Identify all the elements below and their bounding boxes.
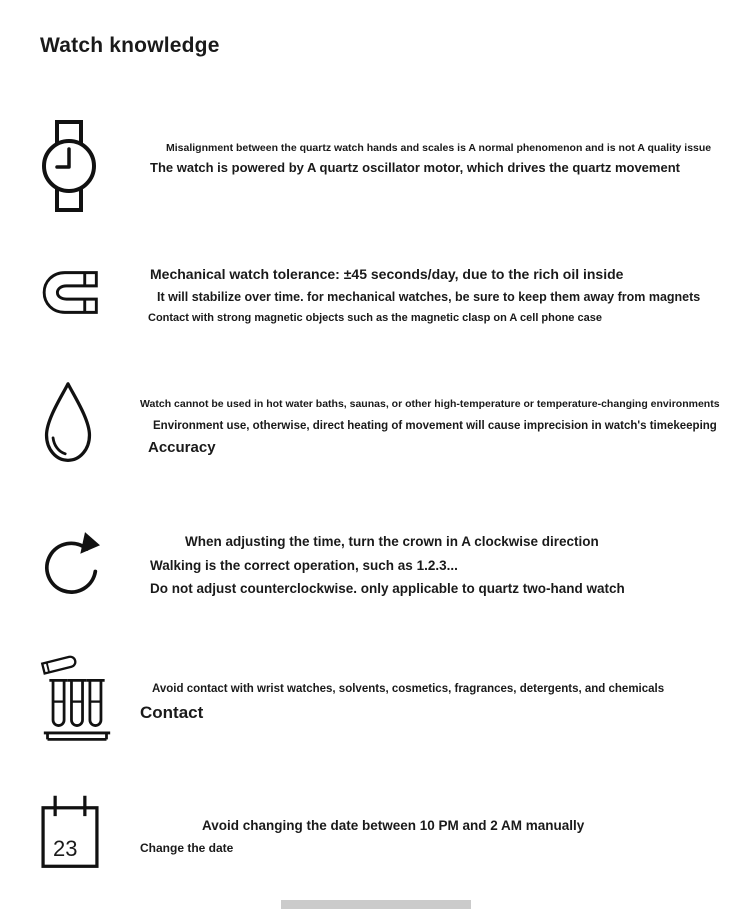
section-text-block xyxy=(140,380,730,466)
section-text-line: Mechanical watch tolerance: ±45 seconds/day, due to the rich oil inside xyxy=(150,266,624,282)
rotate-clockwise-icon xyxy=(40,528,140,600)
section-magnetism xyxy=(40,266,730,326)
calendar-icon xyxy=(40,792,140,870)
watch-icon xyxy=(40,116,140,216)
section-text-line: Avoid contact with wrist watches, solvents, cosmetics, fragrances, detergents, and chemicals xyxy=(152,682,665,695)
section-adjust-time xyxy=(40,528,730,600)
cutoff-element xyxy=(281,900,471,909)
section-accuracy xyxy=(40,380,730,466)
calendar-day-number: 23 xyxy=(53,835,78,861)
section-text-block xyxy=(140,266,730,326)
section-change-date xyxy=(40,792,730,870)
magnet-icon xyxy=(40,266,140,326)
section-text-block xyxy=(140,650,730,744)
water-drop-icon xyxy=(40,380,140,466)
section-heading: Contact xyxy=(140,703,204,723)
section-text-line: The watch is powered by A quartz oscillator motor, which drives the quartz movement xyxy=(150,160,680,176)
section-text-block xyxy=(140,792,730,870)
section-text-line: Environment use, otherwise, direct heating of movement will cause imprecision in watch's timekeeping xyxy=(153,420,717,432)
section-text-line: Watch cannot be used in hot water baths, saunas, or other high-temperature or temperature-changing environments xyxy=(140,397,720,410)
test-tubes-icon xyxy=(40,650,140,744)
section-text-line: Avoid changing the date between 10 PM and 2 AM manually xyxy=(202,817,585,833)
section-quartz-movement xyxy=(40,116,730,216)
section-text-block xyxy=(140,116,730,216)
section-text-line: Walking is the correct operation, such as 1.2.3... xyxy=(150,557,458,573)
section-contact xyxy=(40,650,730,744)
section-text-line: When adjusting the time, turn the crown in A clockwise direction xyxy=(185,533,599,549)
section-text-line: Do not adjust counterclockwise. only applicable to quartz two-hand watch xyxy=(150,580,625,596)
section-text-line: It will stabilize over time. for mechanical watches, be sure to keep them away from magnets xyxy=(157,289,701,304)
section-text-line: Misalignment between the quartz watch hands and scales is A normal phenomenon and is not A quality issue xyxy=(166,142,712,154)
section-text-line: Change the date xyxy=(140,840,234,855)
section-heading: Accuracy xyxy=(148,439,216,457)
section-text-block xyxy=(140,528,730,600)
section-text-line: Contact with strong magnetic objects such as the magnetic clasp on A cell phone case xyxy=(148,312,602,325)
page-title: Watch knowledge xyxy=(40,34,220,57)
